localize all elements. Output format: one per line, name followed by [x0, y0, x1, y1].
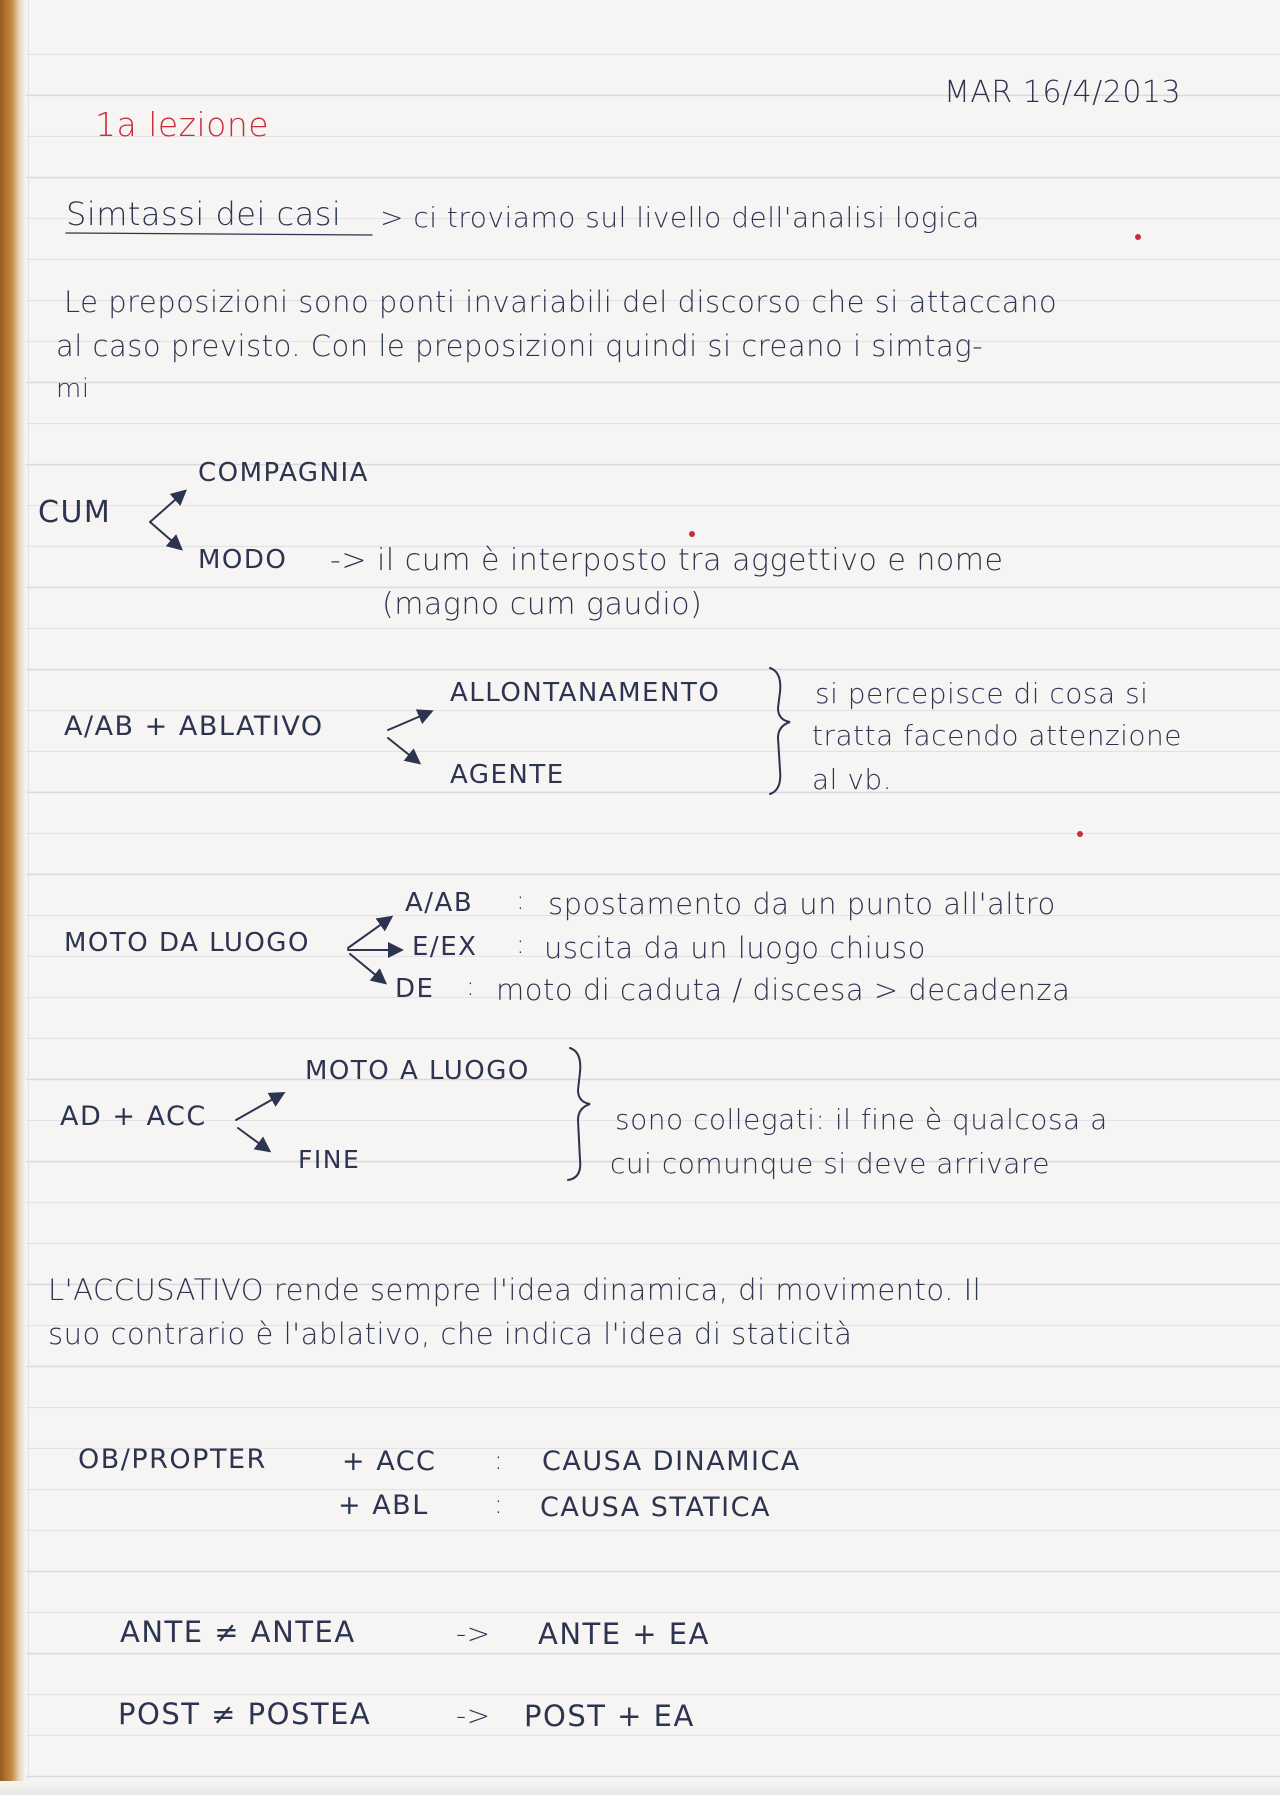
ob-propter-causa-statica: CAUSA STATICA — [540, 1492, 771, 1523]
moto-desc-de: moto di caduta / discesa > decadenza — [496, 973, 1071, 1007]
moto-prep-e-ex: E/EX — [412, 932, 478, 962]
ob-propter-acc: + ACC — [342, 1446, 437, 1477]
post-arrow: -> — [456, 1699, 491, 1732]
ad-acc-head: AD + ACC — [60, 1101, 207, 1132]
moto-sep-e-ex: : — [516, 930, 526, 960]
lesson-title: 1a lezione — [95, 105, 270, 144]
moto-da-luogo-head: MOTO DA LUOGO — [64, 928, 310, 958]
cum-arrow-down — [150, 522, 180, 548]
ante-result: ANTE + EA — [538, 1617, 710, 1651]
topic-underline — [66, 233, 372, 235]
moto-prep-a-ab: A/AB — [405, 888, 474, 918]
moto-arrow-1 — [348, 918, 390, 948]
cum-head: CUM — [38, 495, 112, 530]
page-bottom-edge — [0, 1781, 1280, 1795]
moto-prep-de: DE — [395, 974, 435, 1004]
ante-arrow: -> — [456, 1617, 491, 1650]
cum-arrow-up — [150, 492, 184, 522]
moto-desc-e-ex: uscita da un luogo chiuso — [544, 931, 926, 965]
topic-note: > ci troviamo sul livello dell'analisi logica — [380, 201, 980, 234]
post-comparison: POST ≠ POSTEA — [118, 1697, 372, 1731]
moto-desc-a-ab: spostamento da un punto all'altro — [548, 887, 1056, 921]
a-ab-arrow-down — [388, 738, 418, 762]
ad-acc-brace — [568, 1048, 590, 1180]
a-ab-brace — [770, 668, 790, 794]
a-ab-arrow-up — [388, 712, 430, 730]
a-ab-note-1: si percepisce di cosa si — [815, 677, 1149, 710]
ad-acc-branch-fine: FINE — [298, 1145, 361, 1174]
a-ab-note-2: tratta facendo attenzione — [812, 719, 1183, 752]
ad-acc-note-1: sono collegati: il fine è qualcosa a — [615, 1103, 1108, 1136]
cum-note-1: -> il cum è interposto tra aggettivo e nome — [330, 543, 1004, 578]
ante-comparison: ANTE ≠ ANTEA — [120, 1615, 356, 1649]
cum-note-2: (magno cum gaudio) — [382, 587, 703, 622]
a-ab-branch-allontanamento: ALLONTANAMENTO — [450, 678, 721, 708]
cum-branch-modo: MODO — [198, 545, 288, 575]
ob-propter-causa-dinamica: CAUSA DINAMICA — [542, 1446, 801, 1477]
ob-propter-abl-sep: : — [494, 1490, 504, 1520]
ad-acc-branch-moto-a-luogo: MOTO A LUOGO — [305, 1056, 530, 1086]
post-result: POST + EA — [524, 1699, 695, 1733]
ad-acc-arrow-down — [238, 1128, 268, 1150]
accusativo-line-1: L'ACCUSATIVO rende sempre l'idea dinamica, di movimento. Il — [48, 1273, 982, 1307]
a-ab-head: A/AB + ABLATIVO — [64, 711, 324, 742]
moto-sep-de: : — [466, 972, 476, 1002]
a-ab-branch-agente: AGENTE — [450, 760, 565, 790]
moto-arrow-3 — [350, 954, 384, 982]
ob-propter-acc-sep: : — [494, 1446, 504, 1476]
ad-acc-arrow-up — [236, 1094, 282, 1120]
intro-line-1: Le preposizioni sono ponti invariabili del discorso che si attaccano — [64, 285, 1058, 319]
red-marks — [689, 234, 1141, 837]
ob-propter-abl: + ABL — [338, 1490, 429, 1521]
a-ab-note-3: al vb. — [812, 763, 893, 796]
ad-acc-note-2: cui comunque si deve arrivare — [610, 1147, 1051, 1180]
moto-sep-a-ab: : — [516, 886, 526, 916]
ob-propter-head: OB/PROPTER — [78, 1444, 267, 1475]
intro-line-3: mi — [56, 374, 90, 404]
intro-line-2: al caso previsto. Con le preposizioni quindi si creano i simtag- — [56, 329, 984, 363]
cum-branch-compagnia: COMPAGNIA — [198, 458, 369, 488]
topic-title: Simtassi dei casi — [66, 195, 342, 233]
lesson-date: MAR 16/4/2013 — [944, 75, 1182, 110]
accusativo-line-2: suo contrario è l'ablativo, che indica l'idea di staticità — [48, 1317, 853, 1351]
